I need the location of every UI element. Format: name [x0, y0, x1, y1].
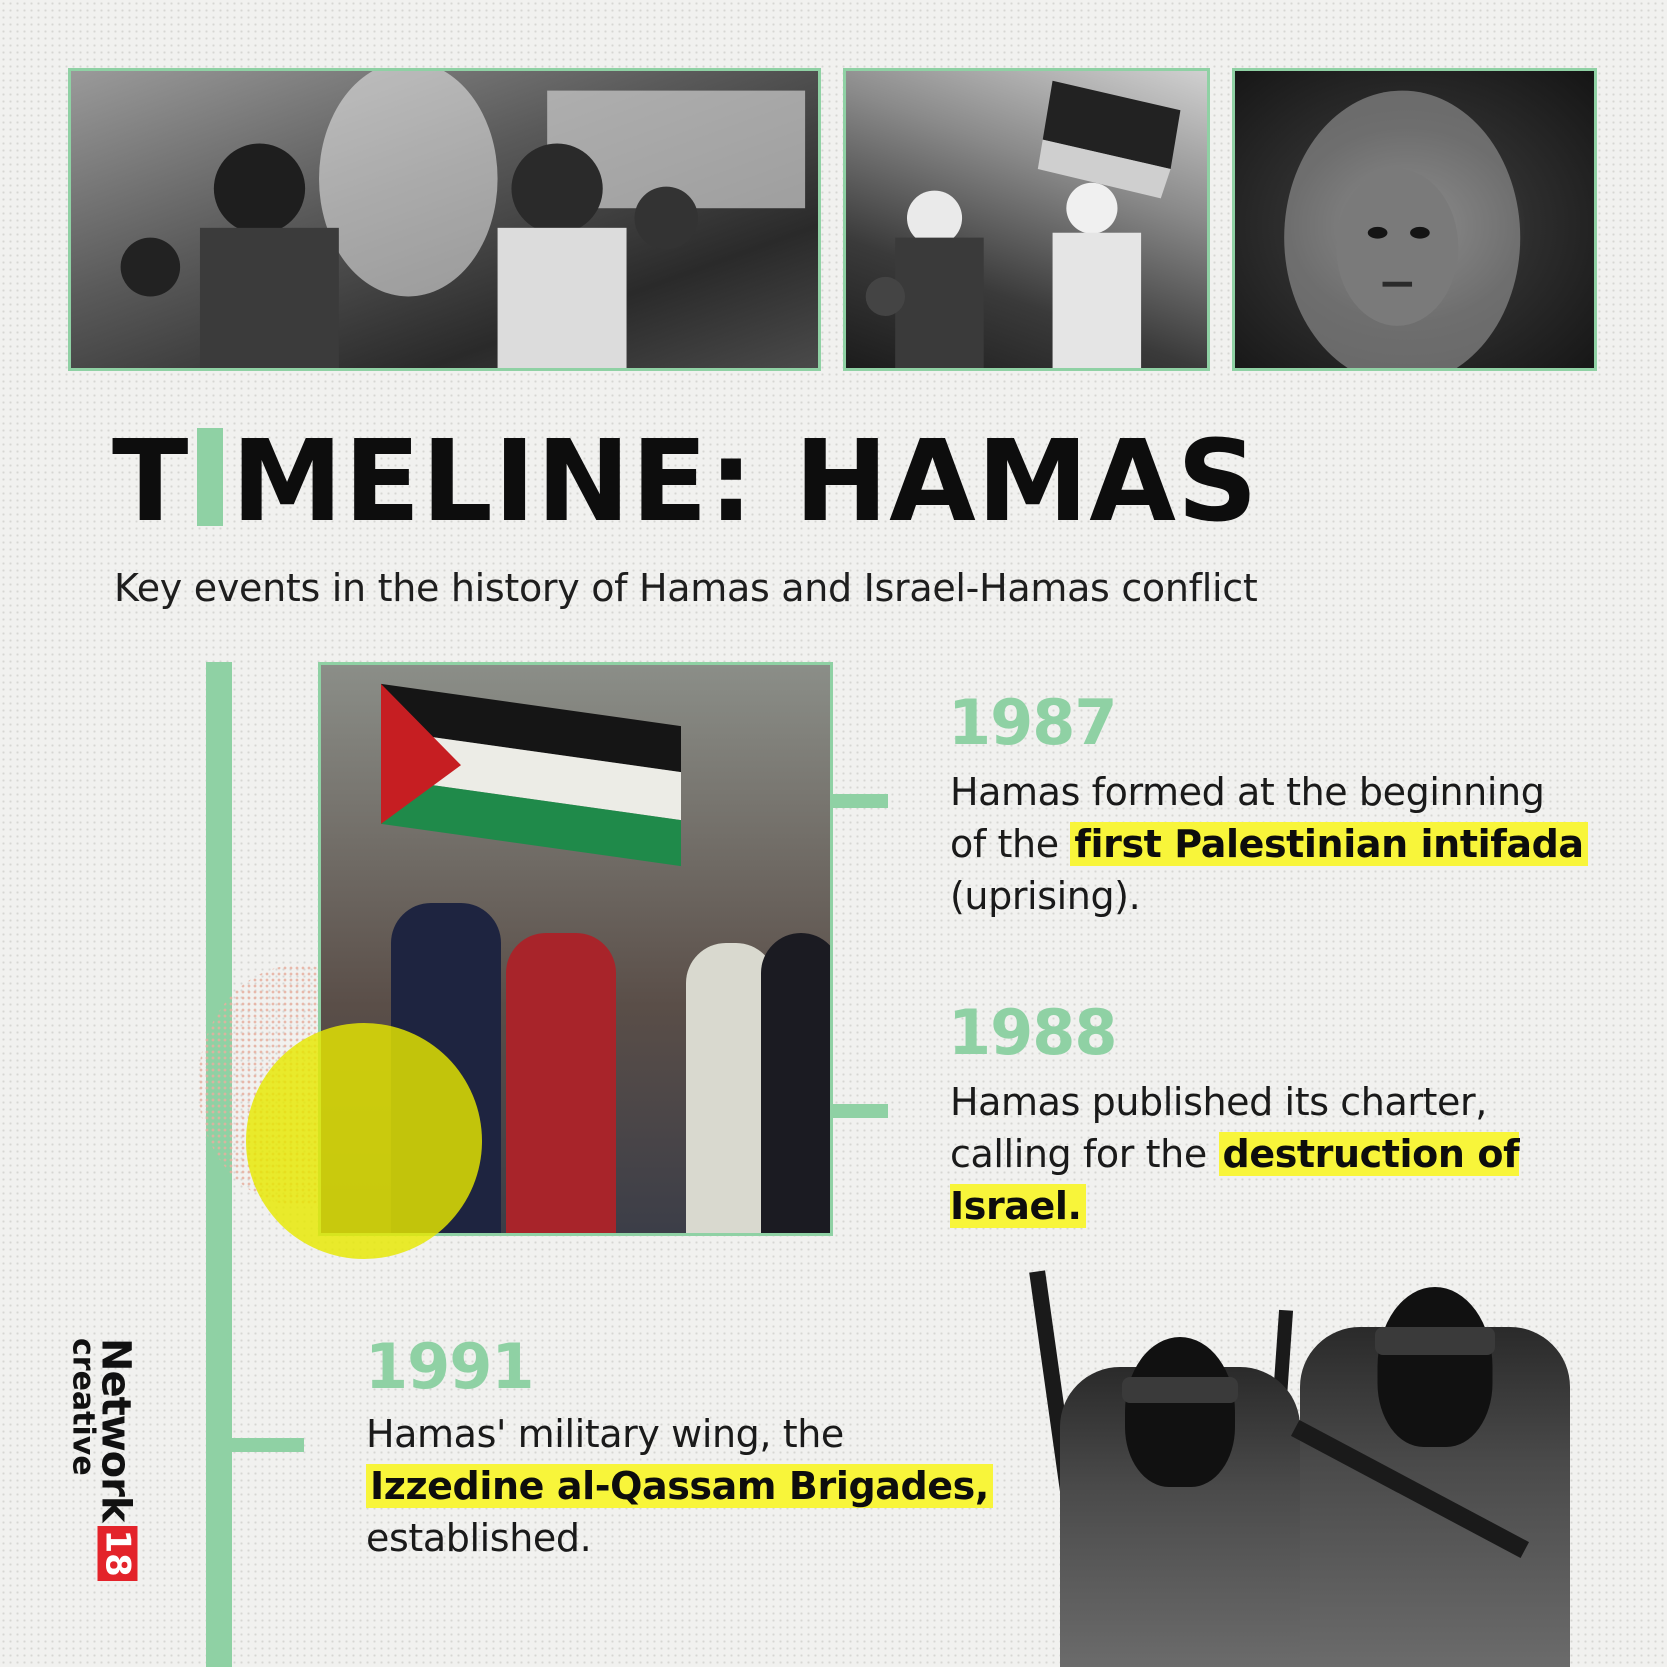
event-description: Hamas formed at the beginning of the first Palestinian intifada (uprising). — [950, 766, 1590, 922]
title-letter-t: T — [112, 417, 190, 547]
page-subtitle: Key events in the history of Hamas and Israel-Hamas conflict — [114, 566, 1258, 610]
event-description: Hamas published its charter, calling for the destruction of Israel. — [950, 1080, 1520, 1228]
event-year: 1991 — [365, 1330, 534, 1403]
flag-children-illustration — [846, 71, 1207, 368]
fighter-illustration — [1060, 1367, 1300, 1667]
highlighted-phrase: destruction of Israel. — [950, 1132, 1520, 1228]
title-rest: MELINE: HAMAS — [231, 417, 1259, 547]
logo-network-text: Network — [92, 1338, 139, 1522]
header-photo-portrait — [1232, 68, 1597, 371]
protest-photo-illustration — [71, 71, 818, 368]
palestinian-flag-illustration — [381, 684, 681, 866]
highlighted-phrase: Izzedine al-Qassam Brigades, — [366, 1464, 993, 1508]
logo-18-badge: 18 — [98, 1526, 138, 1581]
title-i-bar-mark — [197, 428, 223, 526]
header-photo-protest — [68, 68, 821, 371]
event-description: Hamas' military wing, the Izzedine al-Qassam Brigades, established. — [366, 1408, 1006, 1564]
highlighted-phrase: first Palestinian intifada — [1070, 822, 1587, 866]
yellow-circle-decoration — [246, 1023, 482, 1259]
fighters-photo-cutout — [1030, 1270, 1585, 1667]
timeline-tick-1991 — [232, 1438, 304, 1452]
figure-illustration — [761, 933, 833, 1233]
network18-creative-logo — [52, 1338, 152, 1598]
event-year: 1988 — [948, 996, 1117, 1069]
figure-illustration — [506, 933, 616, 1233]
portrait-illustration — [1235, 71, 1594, 368]
logo-creative-text: creative — [65, 1338, 101, 1476]
page-title — [112, 417, 1259, 547]
event-year: 1987 — [948, 686, 1117, 759]
header-photo-flag-children — [843, 68, 1210, 371]
